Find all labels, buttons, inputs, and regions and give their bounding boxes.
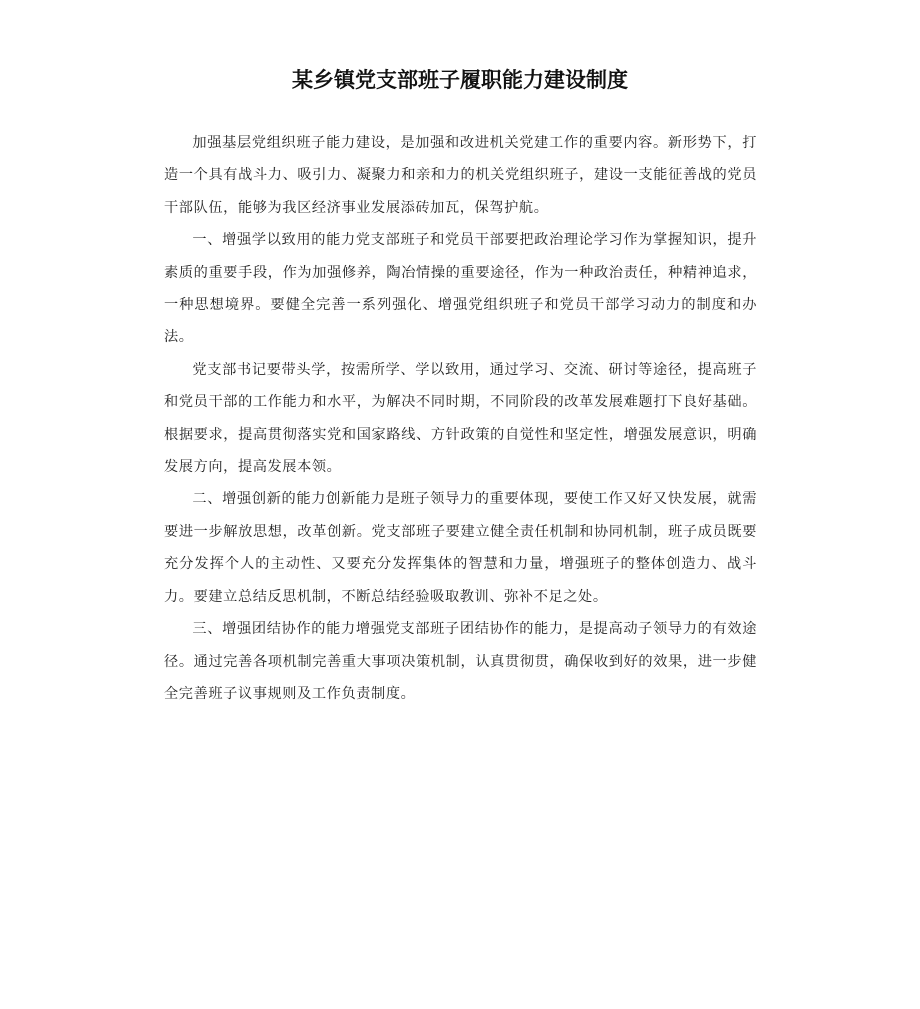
document-body <box>164 127 757 710</box>
paragraph-secretary-learning: 党支部书记要带头学，按需所学、学以致用，通过学习、交流、研讨等途径，提高班子和党员干部的工作能力和水平，为解决不同时期，不同阶段的改革发展难题打下良好基础。根据要求，提高贯彻落实党和国家路线、方针政策的自觉性和坚定性，增强发展意识，明确发展方向，提高发展本领。 <box>164 361 757 476</box>
paragraph-innovation-ability: 二、增强创新的能力创新能力是班子领导力的重要体现，要使工作又好又快发展，就需要进一步解放思想，改革创新。党支部班子要建立健全责任机制和协同机制，班子成员既要充分发挥个人的主动性、又要充分发挥集体的智慧和力量，增强班子的整体创造力、战斗力。要建立总结反思机制，不断总结经验吸取教训、弥补不足之处。 <box>164 491 757 605</box>
paragraph-intro: 加强基层党组织班子能力建设，是加强和改进机关党建工作的重要内容。新形势下，打造一个具有战斗力、吸引力、凝聚力和亲和力的机关党组织班子，建设一支能征善战的党员干部队伍，能够为我区经济事业发展添砖加瓦，保驾护航。 <box>164 135 757 216</box>
paragraph-teamwork-ability: 三、增强团结协作的能力增强党支部班子团结协作的能力，是提高动子领导力的有效途径。通过完善各项机制完善重大事项决策机制，认真贯彻贯，确保收到好的效果，进一步健全完善班子议事规则及工作负责制度。 <box>164 621 757 702</box>
document-title: 某乡镇党支部班子履职能力建设制度 <box>292 68 628 92</box>
paragraph-learning-ability: 一、增强学以致用的能力党支部班子和党员干部要把政治理论学习作为掌握知识，提升素质的重要手段，作为加强修养，陶冶情操的重要途径，作为一种政治责任，种精神追求，一种思想境界。要健全完善一系列强化、增强党组织班子和党员干部学习动力的制度和办法。 <box>164 232 757 346</box>
